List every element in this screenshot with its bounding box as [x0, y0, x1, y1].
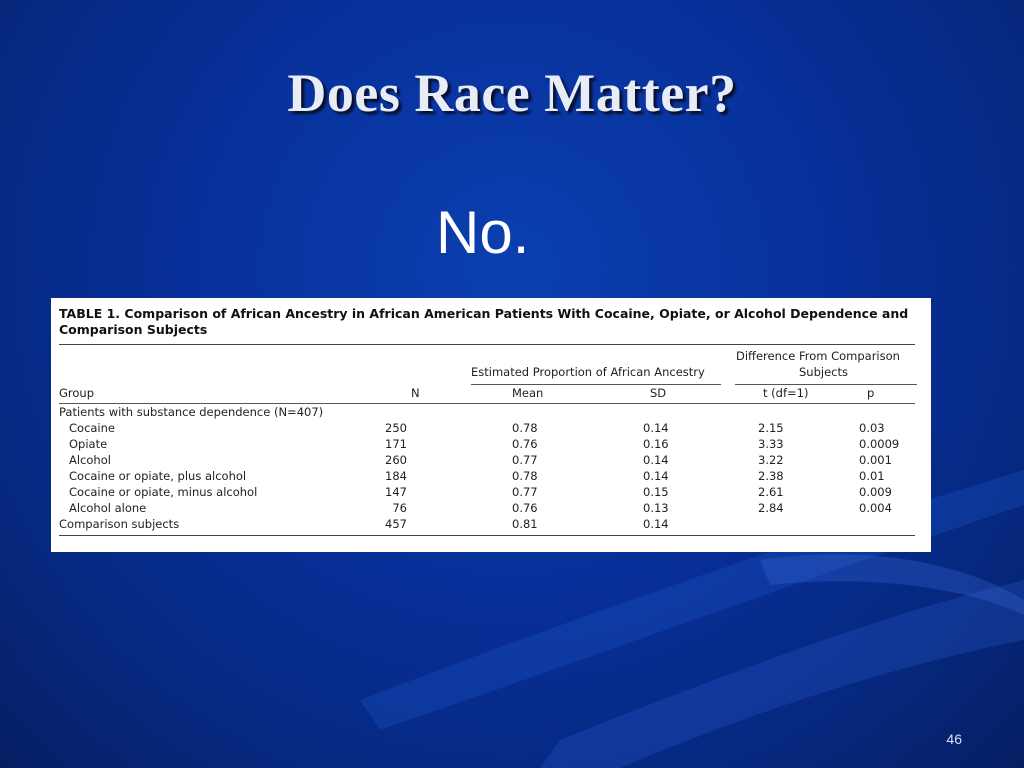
cell-n: 457 — [385, 517, 407, 531]
table-caption — [59, 306, 915, 338]
slide-answer-text: No. — [436, 199, 530, 266]
cell-sd: 0.14 — [643, 517, 669, 531]
cell-sd: 0.15 — [643, 485, 669, 499]
cell-t: 3.33 — [758, 437, 784, 451]
section-label: Patients with substance dependence (N=407) — [59, 405, 324, 419]
cell-sd: 0.14 — [643, 421, 669, 435]
cell-group: Cocaine or opiate, minus alcohol — [69, 485, 258, 499]
cell-p: 0.009 — [859, 485, 892, 499]
cell-mean: 0.76 — [512, 437, 538, 451]
cell-mean: 0.77 — [512, 485, 538, 499]
table-row — [59, 500, 915, 516]
cell-n: 147 — [385, 485, 407, 499]
cell-n: 184 — [385, 469, 407, 483]
cell-n: 250 — [385, 421, 407, 435]
table-header — [59, 345, 915, 403]
column-header-group: Group — [59, 386, 95, 400]
table-section-row — [59, 404, 915, 420]
column-header-mean: Mean — [512, 386, 544, 400]
header-difference-underline — [735, 384, 917, 385]
cell-t: 2.15 — [758, 421, 784, 435]
slide-title: Does Race Matter? — [287, 63, 737, 123]
cell-p: 0.004 — [859, 501, 892, 515]
slide-page-number: 46 — [946, 731, 962, 747]
cell-p: 0.001 — [859, 453, 892, 467]
cell-t: 2.61 — [758, 485, 784, 499]
column-header-p: p — [867, 386, 875, 400]
header-ancestry-underline — [471, 384, 721, 385]
table-row — [59, 436, 915, 452]
table-bottom-rule — [59, 535, 915, 536]
cell-p: 0.01 — [859, 469, 885, 483]
cell-mean: 0.77 — [512, 453, 538, 467]
table-row-comparison — [59, 516, 915, 532]
cell-sd: 0.14 — [643, 469, 669, 483]
column-header-sd: SD — [650, 386, 667, 400]
cell-sd: 0.13 — [643, 501, 669, 515]
cell-mean: 0.78 — [512, 421, 538, 435]
table-caption-text: Comparison of African Ancestry in African American Patients With Cocaine, Opiate, or Alcohol Dependence and Comparison Subjects — [59, 306, 909, 337]
cell-group: Alcohol — [69, 453, 111, 467]
column-header-t: t (df=1) — [763, 386, 809, 400]
cell-mean: 0.76 — [512, 501, 538, 515]
ancestry-table-image — [51, 298, 931, 552]
cell-p: 0.03 — [859, 421, 885, 435]
cell-p: 0.0009 — [859, 437, 900, 451]
cell-n: 260 — [385, 453, 407, 467]
cell-t: 2.84 — [758, 501, 784, 515]
table-row — [59, 468, 915, 484]
table-row — [59, 452, 915, 468]
cell-n: 76 — [392, 501, 407, 515]
cell-group: Comparison subjects — [59, 517, 180, 531]
cell-sd: 0.14 — [643, 453, 669, 467]
cell-group: Cocaine — [69, 421, 115, 435]
table-row — [59, 484, 915, 500]
cell-t: 3.22 — [758, 453, 784, 467]
cell-t: 2.38 — [758, 469, 784, 483]
column-header-n: N — [411, 386, 420, 400]
cell-group: Alcohol alone — [69, 501, 147, 515]
table-caption-label: TABLE 1. — [59, 306, 121, 321]
cell-mean: 0.78 — [512, 469, 538, 483]
header-difference-line1: Difference From Comparison — [736, 349, 900, 363]
cell-n: 171 — [385, 437, 407, 451]
header-difference-line2: Subjects — [799, 365, 848, 379]
cell-group: Cocaine or opiate, plus alcohol — [69, 469, 247, 483]
table-row — [59, 420, 915, 436]
header-ancestry-group: Estimated Proportion of African Ancestry — [471, 365, 705, 379]
cell-group: Opiate — [69, 437, 108, 451]
cell-mean: 0.81 — [512, 517, 538, 531]
cell-sd: 0.16 — [643, 437, 669, 451]
